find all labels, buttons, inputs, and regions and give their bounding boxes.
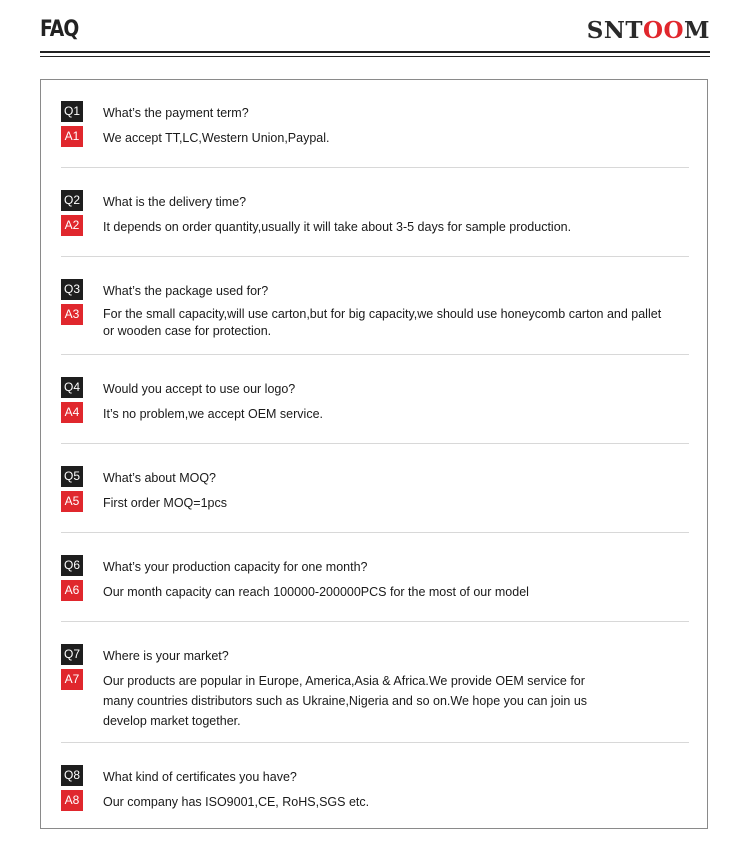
header-rule	[40, 51, 710, 53]
divider	[61, 167, 689, 168]
question-text: What kind of certificates you have?	[103, 770, 297, 784]
divider	[61, 354, 689, 355]
answer-badge: A8	[61, 790, 83, 811]
question-text: Where is your market?	[103, 649, 229, 663]
answer-text: We accept TT,LC,Western Union,Paypal.	[103, 131, 330, 145]
question-text: What’s the package used for?	[103, 284, 269, 298]
question-badge: Q6	[61, 555, 83, 576]
answer-text: Our month capacity can reach 100000-200000PCS for the most of our model	[103, 585, 529, 599]
question-text: What’s the payment term?	[103, 106, 249, 120]
question-row	[61, 279, 689, 301]
question-badge: Q5	[61, 466, 83, 487]
answer-badge: A4	[61, 402, 83, 423]
answer-row	[61, 215, 689, 237]
question-row	[61, 377, 689, 399]
question-badge: Q4	[61, 377, 83, 398]
question-text: What’s about MOQ?	[103, 471, 217, 485]
brand-logo-part: M	[684, 17, 710, 44]
faq-panel	[40, 79, 708, 829]
question-text: What’s your production capacity for one month?	[103, 560, 368, 574]
question-badge: Q2	[61, 190, 83, 211]
answer-row	[61, 304, 689, 338]
question-badge: Q3	[61, 279, 83, 300]
question-badge: Q8	[61, 765, 83, 786]
answer-badge: A5	[61, 491, 83, 512]
answer-badge: A3	[61, 304, 83, 325]
header-rule	[40, 56, 710, 57]
answer-text: It depends on order quantity,usually it will take about 3-5 days for sample production.	[103, 220, 572, 234]
brand-logo	[587, 17, 710, 44]
answer-badge: A1	[61, 126, 83, 147]
answer-text: Our company has ISO9001,CE, RoHS,SGS etc.	[103, 795, 370, 809]
question-row	[61, 644, 689, 666]
answer-row	[61, 790, 689, 812]
question-row	[61, 466, 689, 488]
answer-row	[61, 669, 689, 728]
answer-text: First order MOQ=1pcs	[103, 496, 227, 510]
header	[40, 0, 710, 60]
answer-badge: A2	[61, 215, 83, 236]
question-row	[61, 101, 689, 123]
page-title: FAQ	[40, 17, 79, 42]
question-row	[61, 190, 689, 212]
divider	[61, 256, 689, 257]
divider	[61, 443, 689, 444]
answer-badge: A6	[61, 580, 83, 601]
question-badge: Q1	[61, 101, 83, 122]
answer-row	[61, 491, 689, 513]
question-text: Would you accept to use our logo?	[103, 382, 296, 396]
divider	[61, 621, 689, 622]
answer-row	[61, 402, 689, 424]
question-row	[61, 555, 689, 577]
answer-row	[61, 580, 689, 602]
answer-text: For the small capacity,will use carton,but for big capacity,we should use honeycomb carton and pallet or wooden case for protection.	[103, 307, 662, 338]
question-text: What is the delivery time?	[103, 195, 247, 209]
question-badge: Q7	[61, 644, 83, 665]
answer-text: Our products are popular in Europe, America,Asia & Africa.We provide OEM service for many countries distributors such as Ukraine,Nigeria and so on.We hope you can join us develop market together.	[103, 674, 588, 728]
brand-logo-accent: OO	[642, 17, 685, 44]
brand-logo-part: SNT	[586, 17, 643, 44]
answer-badge: A7	[61, 669, 83, 690]
answer-text: It’s no problem,we accept OEM service.	[103, 407, 323, 421]
divider	[61, 742, 689, 743]
answer-row	[61, 126, 689, 148]
divider	[61, 532, 689, 533]
question-row	[61, 765, 689, 787]
